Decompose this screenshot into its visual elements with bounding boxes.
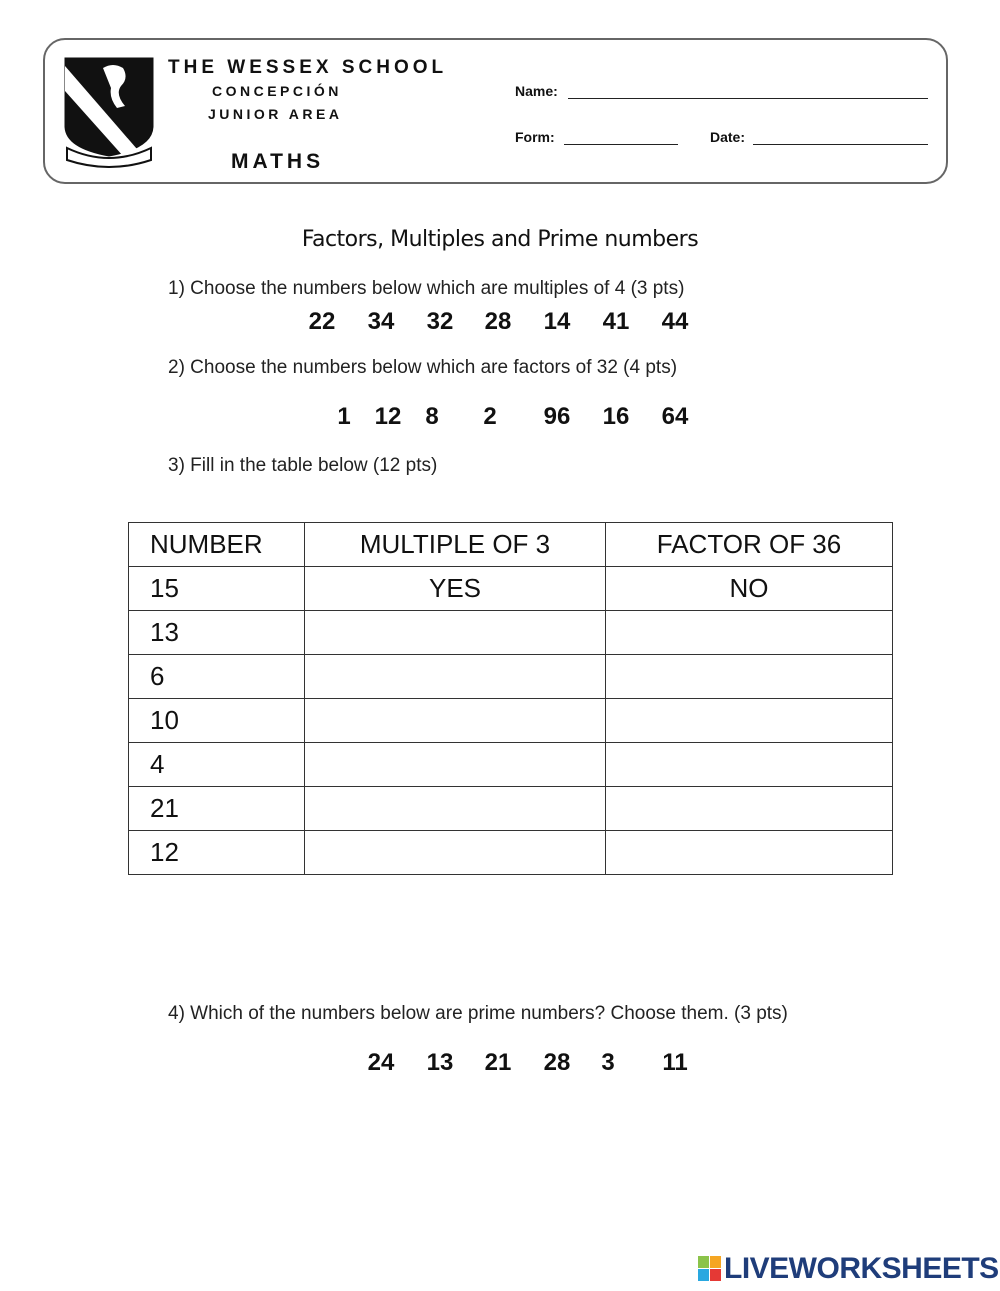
table-row <box>129 567 893 611</box>
row-number: 12 <box>129 831 305 875</box>
multiple-cell: YES <box>305 567 606 611</box>
date-field[interactable] <box>753 144 928 145</box>
date-label: Date: <box>710 129 746 145</box>
multiple-input[interactable] <box>305 655 606 699</box>
factor-input[interactable] <box>606 655 893 699</box>
form-field[interactable] <box>564 144 678 145</box>
q1-option[interactable]: 41 <box>602 308 630 335</box>
school-crest-icon <box>63 56 155 168</box>
name-field[interactable] <box>568 98 928 99</box>
q1-option[interactable]: 32 <box>426 308 454 335</box>
table-row <box>129 831 893 875</box>
factor-input[interactable] <box>606 787 893 831</box>
header-multiple: MULTIPLE OF 3 <box>305 523 606 567</box>
q4-option[interactable]: 21 <box>484 1049 512 1076</box>
table-row <box>129 611 893 655</box>
header-factor: FACTOR OF 36 <box>606 523 893 567</box>
table-header-row <box>129 523 893 567</box>
factor-input[interactable] <box>606 831 893 875</box>
multiple-input[interactable] <box>305 699 606 743</box>
q4-option[interactable]: 13 <box>426 1049 454 1076</box>
factor-input[interactable] <box>606 699 893 743</box>
q2-option[interactable]: 12 <box>374 403 402 430</box>
row-number: 21 <box>129 787 305 831</box>
row-number: 13 <box>129 611 305 655</box>
row-number: 15 <box>129 567 305 611</box>
school-name: THE WESSEX SCHOOL <box>168 57 448 78</box>
table-row <box>129 787 893 831</box>
q4-option[interactable]: 11 <box>662 1049 688 1076</box>
q1-option[interactable]: 14 <box>543 308 571 335</box>
multiple-input[interactable] <box>305 787 606 831</box>
q1-option[interactable]: 34 <box>367 308 395 335</box>
q1-option[interactable]: 28 <box>484 308 512 335</box>
factor-input[interactable] <box>606 611 893 655</box>
question-4: 4) Which of the numbers below are prime numbers? Choose them. (3 pts) <box>168 1003 788 1024</box>
factor-cell: NO <box>606 567 893 611</box>
q1-option[interactable]: 22 <box>308 308 336 335</box>
q4-option[interactable]: 3 <box>601 1049 615 1076</box>
q2-option[interactable]: 64 <box>661 403 689 430</box>
subject: MATHS <box>231 150 325 173</box>
multiple-input[interactable] <box>305 743 606 787</box>
question-2: 2) Choose the numbers below which are factors of 32 (4 pts) <box>168 357 678 378</box>
row-number: 10 <box>129 699 305 743</box>
multiple-input[interactable] <box>305 611 606 655</box>
school-campus: CONCEPCIÓN <box>212 83 342 99</box>
form-label: Form: <box>515 129 555 145</box>
liveworksheets-brand: LIVEWORKSHEETS <box>724 1252 999 1285</box>
live-blocks-icon <box>698 1256 722 1282</box>
q2-option[interactable]: 1 <box>337 403 351 430</box>
row-number: 6 <box>129 655 305 699</box>
q4-option[interactable]: 24 <box>367 1049 395 1076</box>
table-row <box>129 743 893 787</box>
q2-option[interactable]: 8 <box>425 403 439 430</box>
liveworksheets-logo <box>698 1252 999 1286</box>
multiple-input[interactable] <box>305 831 606 875</box>
q2-option[interactable]: 16 <box>602 403 630 430</box>
question-1: 1) Choose the numbers below which are multiples of 4 (3 pts) <box>168 278 685 299</box>
q1-option[interactable]: 44 <box>661 308 689 335</box>
header-number: NUMBER <box>129 523 305 567</box>
fill-in-table <box>128 522 893 875</box>
row-number: 4 <box>129 743 305 787</box>
school-area: JUNIOR AREA <box>208 106 343 122</box>
name-label: Name: <box>515 83 558 99</box>
table-row <box>129 655 893 699</box>
q2-option[interactable]: 96 <box>543 403 571 430</box>
factor-input[interactable] <box>606 743 893 787</box>
worksheet-title: Factors, Multiples and Prime numbers <box>301 227 699 252</box>
q4-option[interactable]: 28 <box>543 1049 571 1076</box>
question-3: 3) Fill in the table below (12 pts) <box>168 455 438 476</box>
q2-option[interactable]: 2 <box>483 403 497 430</box>
table-row <box>129 699 893 743</box>
